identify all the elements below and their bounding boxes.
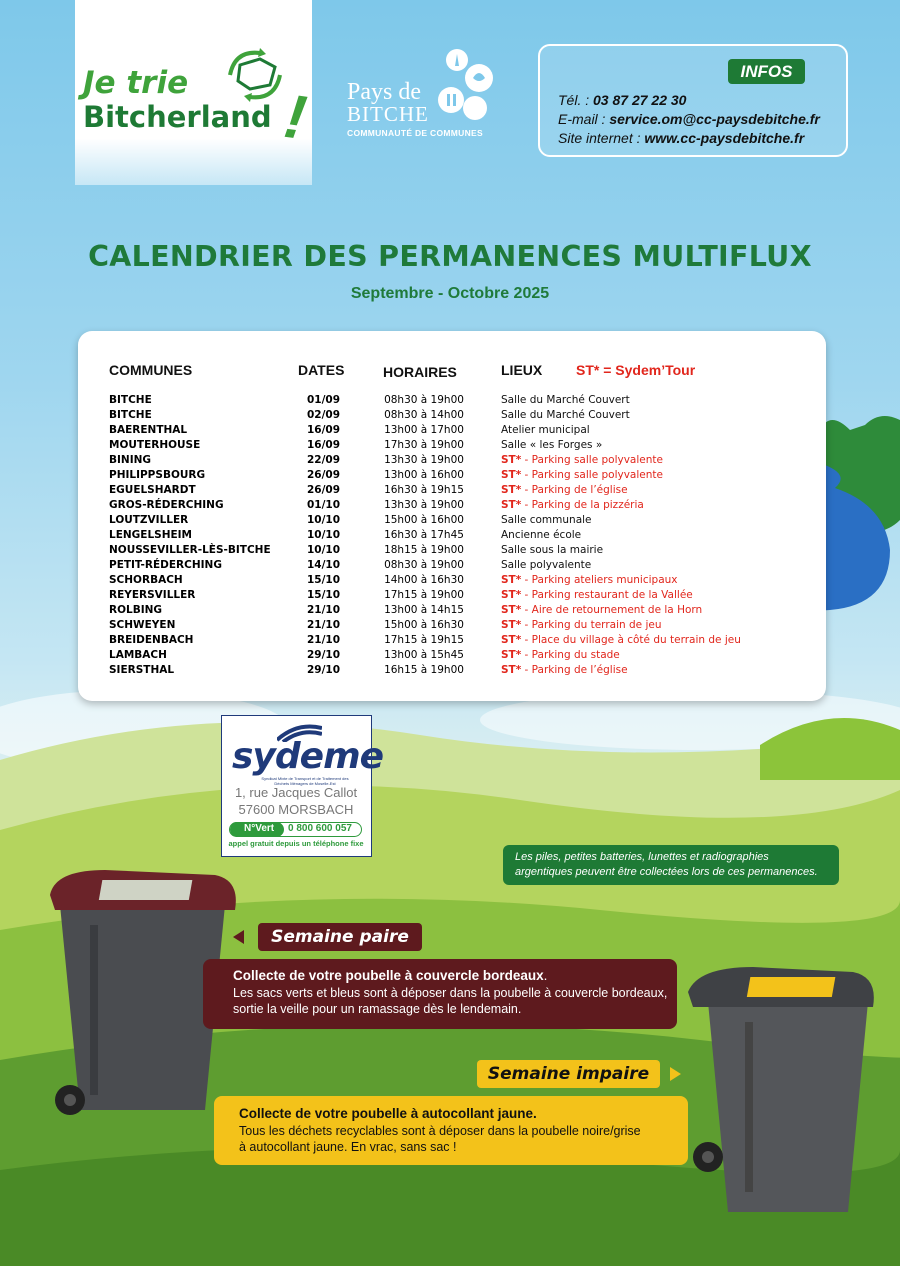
cell-date: 01/10 [306, 499, 341, 511]
logo-exclamation: ! [280, 81, 311, 154]
cell-date: 14/10 [306, 559, 341, 571]
batteries-note [503, 845, 839, 885]
cell-lieu [501, 588, 693, 603]
cell-date: 29/10 [306, 649, 341, 661]
yellow-sticker-bin-image [683, 962, 878, 1224]
lieu-text: Salle « les Forges » [501, 439, 603, 451]
cell-lieu [501, 498, 644, 513]
cell-horaire: 15h00 à 16h30 [384, 619, 464, 631]
website-link[interactable]: www.cc-paysdebitche.fr [644, 130, 805, 146]
cell-lieu [501, 423, 590, 438]
semaine-impaire-tag: Semaine impaire [477, 1060, 660, 1088]
infos-badge: INFOS [728, 59, 805, 84]
semaine-impaire-text1: Tous les déchets recyclables sont à déposer dans la poubelle noire/grise [239, 1124, 641, 1138]
logo-line1: Je trie [83, 65, 189, 101]
sydeme-address-line2: 57600 MORSBACH [238, 802, 354, 817]
numero-vert[interactable] [229, 822, 362, 837]
sydem-tour-tag: ST* [501, 664, 522, 676]
pays-line2: BITCHE [347, 102, 429, 126]
cell-date: 15/10 [306, 574, 341, 586]
cell-lieu [501, 603, 702, 618]
cell-lieu [501, 468, 663, 483]
tel-label: Tél. : [558, 92, 590, 108]
cell-horaire: 15h00 à 16h00 [384, 514, 464, 526]
tel-number[interactable]: 03 87 27 22 30 [593, 92, 687, 108]
cell-lieu [501, 663, 628, 678]
lieu-text: Salle du Marché Couvert [501, 394, 630, 406]
cell-date: 21/10 [306, 634, 341, 646]
lieu-text: - Parking de l’église [521, 664, 628, 676]
semaine-paire-tag: Semaine paire [258, 923, 422, 951]
cell-date: 15/10 [306, 589, 341, 601]
numero-vert-note: appel gratuit depuis un téléphone fixe [228, 839, 364, 848]
semaine-paire-text1: Les sacs verts et bleus sont à déposer dans la poubelle à couvercle bordeaux, [233, 986, 668, 1000]
cell-horaire: 08h30 à 14h00 [384, 409, 464, 421]
cell-date: 26/09 [306, 484, 341, 496]
table-row [78, 468, 826, 483]
table-row [78, 453, 826, 468]
cell-horaire: 13h00 à 15h45 [384, 649, 464, 661]
pays-line1: Pays de [347, 79, 421, 105]
sydeme-address-line1: 1, rue Jacques Callot [234, 785, 358, 800]
table-row [78, 558, 826, 573]
logo-line2: Bitcherland [83, 100, 272, 134]
table-row [78, 618, 826, 633]
cell-date: 29/10 [306, 664, 341, 676]
cell-date: 16/09 [306, 424, 341, 436]
cell-commune: REYERSVILLER [109, 589, 196, 601]
cell-horaire: 13h30 à 19h00 [384, 499, 464, 511]
lieu-text: Salle du Marché Couvert [501, 409, 630, 421]
cell-commune: BITCHE [109, 394, 152, 406]
cell-horaire: 17h15 à 19h15 [384, 634, 464, 646]
table-row [78, 588, 826, 603]
contact-info-box [538, 44, 848, 157]
cell-commune: LOUTZVILLER [109, 514, 189, 526]
lieu-text: Salle sous la mairie [501, 544, 604, 556]
cell-date: 10/10 [306, 544, 341, 556]
cell-commune: PHILIPPSBOURG [109, 469, 206, 481]
cell-date: 10/10 [306, 514, 341, 526]
cell-horaire: 13h00 à 16h00 [384, 469, 464, 481]
cell-commune: BITCHE [109, 409, 152, 421]
table-row [78, 648, 826, 663]
sydem-tour-tag: ST* [501, 649, 522, 661]
table-row [78, 393, 826, 408]
table-row [78, 633, 826, 648]
sydem-tour-tag: ST* [501, 469, 522, 481]
lieu-text: - Parking de la pizzéria [521, 499, 644, 511]
lieu-text: Atelier municipal [501, 424, 590, 436]
cell-commune: BREIDENBACH [109, 634, 194, 646]
cell-horaire: 08h30 à 19h00 [384, 394, 464, 406]
cell-horaire: 08h30 à 19h00 [384, 559, 464, 571]
cell-lieu [501, 483, 628, 498]
table-row [78, 528, 826, 543]
semaine-impaire-heading: Collecte de votre poubelle à autocollant jaune. [239, 1106, 537, 1121]
cell-lieu [501, 513, 592, 528]
semaine-paire-arrow-icon [233, 930, 244, 944]
cell-commune: BINING [109, 454, 152, 466]
cell-lieu [501, 633, 741, 648]
lieu-text: - Parking ateliers municipaux [521, 574, 678, 586]
je-trie-bitcherland-logo [75, 0, 312, 185]
cell-horaire: 17h15 à 19h00 [384, 589, 464, 601]
pays-line3: COMMUNAUTÉ DE COMMUNES [347, 128, 483, 138]
semaine-paire-box [203, 959, 677, 1029]
numero-vert-number: 0 800 600 057 [288, 823, 352, 834]
cell-date: 22/09 [306, 454, 341, 466]
sydeme-tagline: Syndicat Mixte de Transport et de Traitement des Déchets Ménagers de Moselle-Est [261, 776, 349, 786]
cell-lieu [501, 393, 630, 408]
cell-horaire: 14h00 à 16h30 [384, 574, 464, 586]
cell-lieu [501, 558, 591, 573]
table-row [78, 663, 826, 678]
cell-horaire: 16h30 à 17h45 [384, 529, 464, 541]
cell-commune: ROLBING [109, 604, 163, 616]
batteries-note-line1: Les piles, petites batteries, lunettes et radiographies [515, 851, 769, 863]
lieu-text: Salle communale [501, 514, 592, 526]
email-label: E-mail : [558, 111, 606, 127]
cell-horaire: 18h15 à 19h00 [384, 544, 464, 556]
table-row [78, 513, 826, 528]
cell-commune: EGUELSHARDT [109, 484, 196, 496]
cell-commune: PETIT-RÉDERCHING [109, 559, 222, 571]
cell-lieu [501, 573, 678, 588]
cell-date: 21/10 [306, 604, 341, 616]
sydem-tour-tag: ST* [501, 484, 522, 496]
cell-horaire: 13h00 à 17h00 [384, 424, 464, 436]
header-communes: COMMUNES [109, 362, 193, 378]
header-dates: DATES [298, 362, 345, 378]
cell-commune: GROS-RÉDERCHING [109, 499, 224, 511]
table-row [78, 573, 826, 588]
lieu-text: - Parking restaurant de la Vallée [521, 589, 693, 601]
batteries-note-line2: argentiques peuvent être collectées lors de ces permanences. [515, 866, 818, 878]
cell-lieu [501, 408, 630, 423]
cell-horaire: 13h30 à 19h00 [384, 454, 464, 466]
cell-date: 01/09 [306, 394, 341, 406]
cell-horaire: 16h15 à 19h00 [384, 664, 464, 676]
cell-date: 10/10 [306, 529, 341, 541]
schedule-table [78, 331, 826, 701]
sydem-tour-tag: ST* [501, 574, 522, 586]
cell-lieu [501, 618, 661, 633]
table-row [78, 483, 826, 498]
email-link[interactable]: service.om@cc-paysdebitche.fr [609, 111, 820, 127]
lieu-text: - Parking salle polyvalente [521, 454, 663, 466]
semaine-impaire-arrow-icon [670, 1067, 681, 1081]
cell-horaire: 13h00 à 14h15 [384, 604, 464, 616]
table-row [78, 603, 826, 618]
semaine-paire-heading: Collecte de votre poubelle à couvercle bordeaux [233, 968, 544, 983]
header-lieux: LIEUX [501, 362, 543, 378]
lieu-text: - Parking du terrain de jeu [521, 619, 662, 631]
cell-lieu [501, 438, 602, 453]
table-row [78, 438, 826, 453]
sydem-tour-tag: ST* [501, 634, 522, 646]
table-row [78, 423, 826, 438]
sydem-tour-tag: ST* [501, 604, 522, 616]
cell-commune: MOUTERHOUSE [109, 439, 201, 451]
cell-commune: NOUSSEVILLER-LÈS-BITCHE [109, 544, 271, 556]
lieu-text: Ancienne école [501, 529, 582, 541]
sydeme-contact-box [221, 715, 384, 857]
sydeme-logo: sydeme [232, 736, 384, 777]
cell-commune: BAERENTHAL [109, 424, 188, 436]
table-row [78, 408, 826, 423]
cell-date: 02/09 [306, 409, 341, 421]
lieu-text: Salle polyvalente [501, 559, 592, 571]
cell-horaire: 16h30 à 19h15 [384, 484, 464, 496]
sydem-tour-tag: ST* [501, 499, 522, 511]
sydem-tour-tag: ST* [501, 454, 522, 466]
semaine-impaire-text2: à autocollant jaune. En vrac, sans sac ! [239, 1140, 457, 1154]
table-row [78, 498, 826, 513]
header-legend: ST* = Sydem’Tour [576, 362, 696, 378]
semaine-impaire-box [214, 1096, 688, 1165]
cell-commune: LENGELSHEIM [109, 529, 193, 541]
header-horaires: HORAIRES [383, 364, 457, 380]
web-label: Site internet : [558, 130, 641, 146]
lieu-text: - Parking de l’église [521, 484, 628, 496]
page-title: CALENDRIER DES PERMANENCES MULTIFLUX [88, 240, 812, 273]
cell-lieu [501, 648, 620, 663]
lieu-text: - Aire de retournement de la Horn [521, 604, 703, 616]
semaine-paire-text2: sortie la veille pour un ramassage dès le lendemain. [233, 1002, 522, 1016]
lieu-text: - Parking du stade [521, 649, 620, 661]
sydem-tour-tag: ST* [501, 589, 522, 601]
cell-date: 16/09 [306, 439, 341, 451]
page-subtitle: Septembre - Octobre 2025 [350, 285, 550, 302]
cell-horaire: 17h30 à 19h00 [384, 439, 464, 451]
table-row [78, 543, 826, 558]
cell-lieu [501, 543, 603, 558]
pays-de-bitche-emblem-icon [437, 48, 495, 128]
cell-commune: SCHWEYEN [109, 619, 176, 631]
cell-lieu [501, 528, 581, 543]
cell-commune: LAMBACH [109, 649, 167, 661]
semaine-paire-heading-suffix: . [543, 968, 548, 983]
sydem-tour-tag: ST* [501, 619, 522, 631]
cell-date: 26/09 [306, 469, 341, 481]
numero-vert-label: N°Vert [230, 822, 284, 837]
lieu-text: - Place du village à côté du terrain de jeu [521, 634, 741, 646]
cell-commune: SIERSTHAL [109, 664, 175, 676]
cell-lieu [501, 453, 663, 468]
lieu-text: - Parking salle polyvalente [521, 469, 663, 481]
cell-date: 21/10 [306, 619, 341, 631]
cell-commune: SCHORBACH [109, 574, 183, 586]
